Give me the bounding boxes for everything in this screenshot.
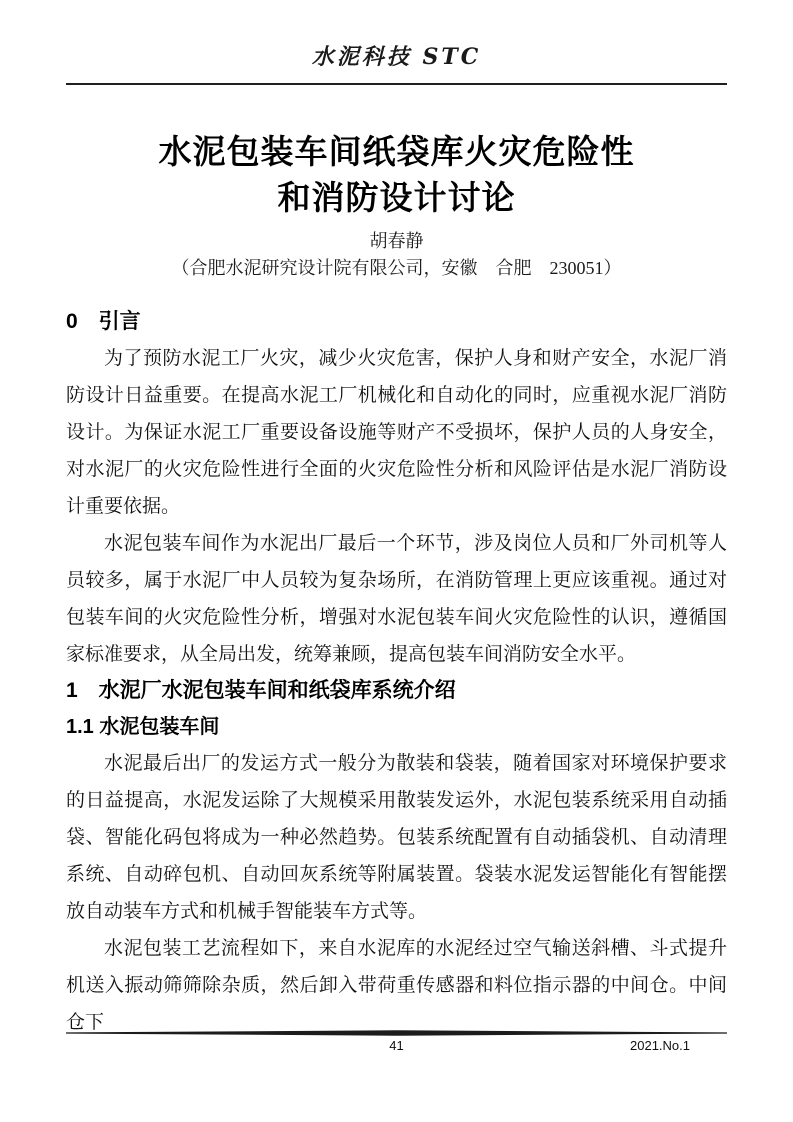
- section-heading-intro: 0 引言: [66, 310, 141, 333]
- author-name: 胡春静: [369, 231, 424, 251]
- header-divider: [66, 83, 727, 85]
- article-title-line1: 水泥包装车间纸袋库火灾危险性: [158, 133, 635, 170]
- intro-paragraph-2: 水泥包装车间作为水泥出厂最后一个环节，涉及岗位人员和厂外司机等人员较多，属于水泥厂中人员较为复杂场所，在消防管理上更应该重视。通过对包装车间的火灾危险性分析，增强对水泥包装车间火灾危险性的认识，遵循国家标准要求，从全局出发，统筹兼顾，提高包装车间消防安全水平。: [66, 533, 727, 665]
- footer-divider: [66, 1030, 727, 1036]
- article-title: [66, 129, 727, 221]
- journal-name: 水泥科技 STC: [311, 44, 482, 70]
- section-1-1-paragraph-1: 水泥最后出厂的发运方式一般分为散装和袋装，随着国家对环境保护要求的日益提高，水泥发运除了大规模采用散装发运外，水泥包装系统采用自动插袋、智能化码包将成为一种必然趋势。包装系统配置有自动插袋机、自动清理系统、自动碎包机、自动回灰系统等附属装置。袋装水泥发运智能化有智能摆放自动装车方式和机械手智能装车方式等。: [66, 753, 727, 922]
- page-footer: [66, 1030, 727, 1054]
- section-heading-1: 1 水泥厂水泥包装车间和纸袋库系统介绍: [66, 679, 456, 702]
- intro-paragraph-1: 为了预防水泥工厂火灾，减少火灾危害，保护人身和财产安全，水泥厂消防设计日益重要。在提高水泥工厂机械化和自动化的同时，应重视水泥厂消防设计。为保证水泥工厂重要设备设施等财产不受损坏，保护人员的人身安全，对水泥厂的火灾危险性进行全面的火灾危险性分析和风险评估是水泥厂消防设计重要依据。: [66, 348, 727, 517]
- article-title-line2: 和消防设计讨论: [277, 179, 516, 216]
- section-1-1-paragraph-2: 水泥包装工艺流程如下，来自水泥库的水泥经过空气输送斜槽、斗式提升机送入振动筛筛除杂质，然后卸入带荷重传感器和料位指示器的中间仓。中间仓下: [66, 938, 727, 1033]
- page-number: 41: [389, 1038, 404, 1053]
- issue-number: 2021.No.1: [630, 1038, 690, 1053]
- author-affiliation: （合肥水泥研究设计院有限公司，安徽 合肥 230051）: [171, 258, 622, 278]
- footer-text-row: [66, 1038, 727, 1054]
- section-heading-1-1: 1.1 水泥包装车间: [66, 716, 220, 738]
